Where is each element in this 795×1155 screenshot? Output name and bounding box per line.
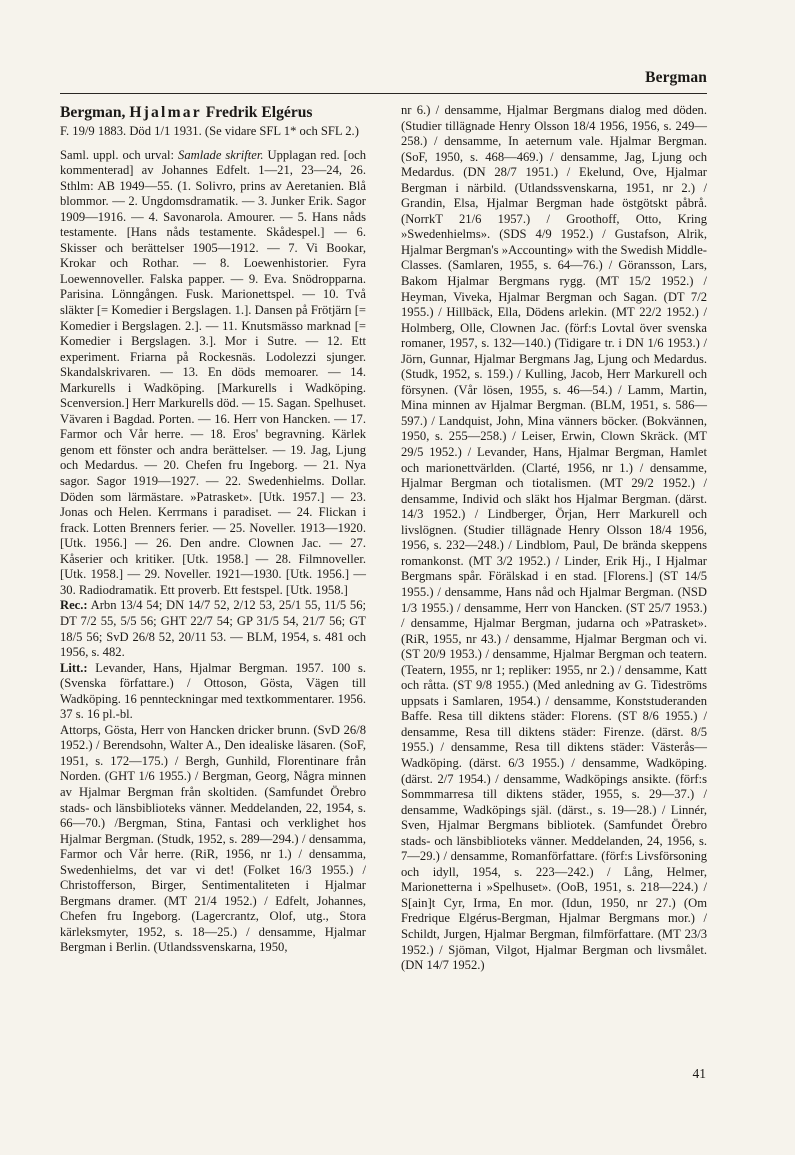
running-head: Bergman bbox=[645, 69, 707, 86]
collected-works bbox=[60, 148, 366, 599]
header-rule bbox=[60, 93, 707, 94]
reviews bbox=[60, 598, 366, 660]
entry-bio: F. 19/9 1883. Död 1/1 1931. (Se vidare SFL 1* och SFL 2.) bbox=[60, 124, 359, 138]
entry-surname: Bergman, bbox=[60, 104, 126, 121]
collected-works-prefix: Saml. uppl. och urval: bbox=[60, 147, 179, 162]
literature bbox=[60, 661, 366, 723]
entry-heading bbox=[60, 103, 366, 123]
left-column bbox=[60, 103, 366, 956]
literature-continued: Attorps, Gösta, Herr von Hancken dricker brunn. (SvD 26/8 1952.) / Berendsohn, Walter A., Den idealiske läsaren. (SoF, 1951, s. 172—175.) / Bergh, Gunhild, Florentinare från Norden. (GHT 1/6 1955.) / Bergman, Georg, Några minnen av Hjalmar Bergman från skoltiden. (Samfundet Örebro stads- och länsbiblioteks vänner. Meddelanden, 22, 1954, s. 66—70.) /Bergman, Stina, Fantasi och verklighet hos Hjalmar Bergman. (Studk, 1952, s. 289—294.) / densamma, Farmor och Vår herre. (RiR, 1956, nr 1.) / densamma, Swedenhielms, det var vi det! (Folket 16/3 1955.) / Christofferson, Birger, Sentimentaliteten i Hjalmar Bergmans dramer. (MT 21/4 1952.) / Edfelt, Johannes, Chefen fru Ingeborg. (Lagercrantz, Olof, utg., Stora kärleksmyter, 1952, s. 18—25.) / densamme, Hjalmar Bergman i Berlin. (Utlandssvenskarna, 1950, bbox=[60, 722, 366, 955]
reviews-label: Rec.: bbox=[60, 598, 88, 613]
collected-works-list: Upplagan red. [och kommenterad] av Johannes Edfelt. 1—21, 23—24, 26. Sthlm: AB 1949—55. (1. Solivro, prins av Aeretanien. Blå blommor. — 2. Ungdomsdramatik. — 3. Junker Erik. Sagor 1909—1916. — 4. Savonarola. Amourer. — 5. Hans nåds testamente. [Hans nåds testamente. Skådespel.] — 6. Skisser och berättelser 1905—1912. — 7. Vi Bookar, Krokar och Rothar. — 8. Loewenhistorier. Fyra Loewennoveller. Falska papper. — 9. Eva. Snödropparna. Parisina. Lönngången. Fusk. Marionettspel. — 10. Två släkter [= Komedier i Bergslagen. 1.]. Dansen på Frötjärn [= Komedier i Bergslagen. 2.]. — 11. Knutsmässo marknad [= Komedier i Bergslagen. 3.]. Mor i Sutre. — 12. Ett experiment. Friarna på Rockesnäs. Lodolezzi sjunger. Skandalskrivaren. — 13. En döds memoarer. — 14. Markurells i Wadköping. [Markurells i Wadköping. Scenversion.] Herr Markurells död. — 15. Sagan. Spelhuset. Vävaren i Bagdad. Porten. — 16. Herr von Hancken. — 17. Farmor och Vår herre. — 18. Eros' begravning. Kärlek genom ett fönster och andra berättelser. — 19. Jag, Ljung och Medardus. — 20. Chefen fru Ingeborg. — 21. Nya sagor. Sagor 1919—1927. — 22. Swedenhielms. Dollar. Döden som lärmästare. »Patrasket». [Utk. 1957.] — 23. Jonas och Helen. Kerrmans i paradiset. — 24. Flickan i frack. Lotten Brenners ferier. — 25. Noveller. 1913—1920. [Utk. 1956.] — 26. Den andre. Clownen Jac. — 27. Kåserier och kritiker. [Utk. 1958.] — 28. Filmnoveller. [Utk. 1958.] — 29. Noveller. 1921—1930. [Utk. 1956.] — 30. Radiodramatik. Ett proverb. Ett festspel. [Utk. 1958.] bbox=[60, 147, 367, 597]
right-column bbox=[401, 103, 707, 974]
literature-label: Litt.: bbox=[60, 660, 88, 675]
entry-given-rest: Fredrik Elgérus bbox=[205, 104, 313, 121]
reviews-text: Arbn 13/4 54; DN 14/7 52, 2/12 53, 25/1 55, 11/5 56; DT 7/2 55, 5/5 56; GHT 22/7 54; GP 31/5 54, 21/7 56; GT 18/5 56; SvD 26/8 52, 20/11 53. — BLM, 1954, s. 481 och 1956, s. 482. bbox=[60, 598, 366, 660]
right-column-text: nr 6.) / densamme, Hjalmar Bergmans dialog med döden. (Studier tillägnade Henry Olsson 18/4 1956, 1956, s. 249—258.) / densamme, In aeternum vale. Hjalmar Bergman. (SoF, 1950, s. 468—469.) / densamme, Jag, Ljung och Medardus. (DN 28/7 1951.) / Ekelund, Ove, Hjalmar Bergman i närbild. (Utlandssvenskarna, 1951, nr 2.) / Grandin, Elsa, Hjalmar Bergman hade östgötskt påbrå. (NorrkT 21/6 1957.) / Groothoff, Otto, Kring »Swedenhielms». (SDS 4/9 1952.) / Gustafson, Alrik, Hjalmar Bergman's »Accounting» with the Swedish Middle-Classes. (Samlaren, 1955, s. 64—76.) / Göransson, Lars, Bakom Hjalmar Bergmans rygg. (MT 15/2 1952.) / Heyman, Viveka, Hjalmar Bergman och Sagan. (DT 7/2 1955.) / Hillbäck, Ella, Dödens arlekin. (MT 22/2 1952.) / Holmberg, Olle, Clownen Jac. (förf:s Lovtal över svenska romaner, 1957, s. 132—140.) (Tidigare tr. i DN 1/6 1953.) / Jörn, Gunnar, Hjalmar Bergmans Jag, Ljung och Medardus. (Studk, 1952, s. 159.) / Kulling, Jacob, Herr Markurell och försynen. (Vår lösen, 1955, s. 46—54.) / Lamm, Martin, Mina minnen av Hjalmar Bergman. (BLM, 1951, s. 586—597.) / Landquist, John, Mina vänners böcker. (Bokvännen, 1950, s. 255—258.) / Leiser, Erwin, Clown Skräck. (MT 29/5 1952.) / Levander, Hans, Hjalmar Bergman, Hamlet och marionettvärlden. (Clarté, 1956, nr 1.) / densamme, Hjalmar Bergman och tiotalismen. (MT 29/2 1952.) / densamme, Individ och släkt hos Hjalmar Bergman. (därst. 14/3 1952.) / Lindberger, Örjan, Herr Markurell och livslögnen. (Studier tillägnade Henry Olsson 18/4 1956, 1956, s. 232—248.) / Lindblom, Paul, De brända skeppens romankonst. (MT 3/2 1952.) / Linder, Erik Hj., I Hjalmar Bergmans spår. Förälskad i en stad. [Florens.] (ST 14/5 1955.) / densamme, Hans nåd och Hjalmar Bergman. (NSD 1/3 1955.) / densamme, Herr von Hancken. (ST 25/7 1953.) / densamme, Hjalmar Bergman, judarna och »Patrasket». (RiR, 1955, nr 43.) / densamme, Hjalmar Bergman och vi. (ST 20/9 1953.) / densamme, Hjalmar Bergman och teatern. (Teatern, 1955, nr 1; repliker: 1955, nr 2.) / densamme, Katt och råtta. (ST 9/8 1955.) (Med anledning av G. Tideströms uppsats i Samlaren, 1954.) / densamme, Konststuderanden Baffe. Resa till diktens städer: Florens. (ST 8/6 1955.) / densamme, Resa till diktens städer: Firenze. (därst. 8/5 1955.) / densamme, Resa till diktens städer: Västerås—Wadköping. (därst. 6/3 1955.) / densamme, Wadköping. (därst. 2/7 1954.) / densamme, Wadköpings ansikte. (förf:s Sommmarresa till diktens städer, 1955, s. 29—37.) / densamme, Wadköpings själ. (därst., s. 19—28.) / Linnér, Sven, Hjalmar Bergmans bibliotek. (Samfundet Örebro stads- och länsbiblioteks vänner. Meddelanden, 24, 1956, s. 7—29.) / densamme, Romanförfattare. (förf:s Livsförsoning och idyll, 1954, s. 223—242.) / Lång, Helmer, Marionetterna i »Spelhuset». (OoB, 1951, s. 218—224.) / S[ain]t Cyr, Irma, En mor. (Idun, 1950, nr 27.) (Om Fredrique Elgérus-Bergman, Hjalmar Bergmans mor.) / Schildt, Jurgen, Hjalmar Bergman, filmförfattare. (MT 23/3 1952.) / Sjöman, Vilgot, Hjalmar Bergman och livsmålet. (DN 14/7 1952.) bbox=[401, 103, 707, 973]
collected-works-title: Samlade skrifter. bbox=[178, 147, 264, 162]
literature-text: Levander, Hans, Hjalmar Bergman. 1957. 100 s. (Svenska författare.) / Ottoson, Gösta, Vägen till Wadköping. 16 pennteckningar med textkommentarer. 1956. 37 s. 16 pl.-bl. bbox=[60, 660, 366, 722]
entry-given-spaced: Hjalmar bbox=[129, 104, 202, 121]
page-number: 41 bbox=[692, 1066, 706, 1081]
